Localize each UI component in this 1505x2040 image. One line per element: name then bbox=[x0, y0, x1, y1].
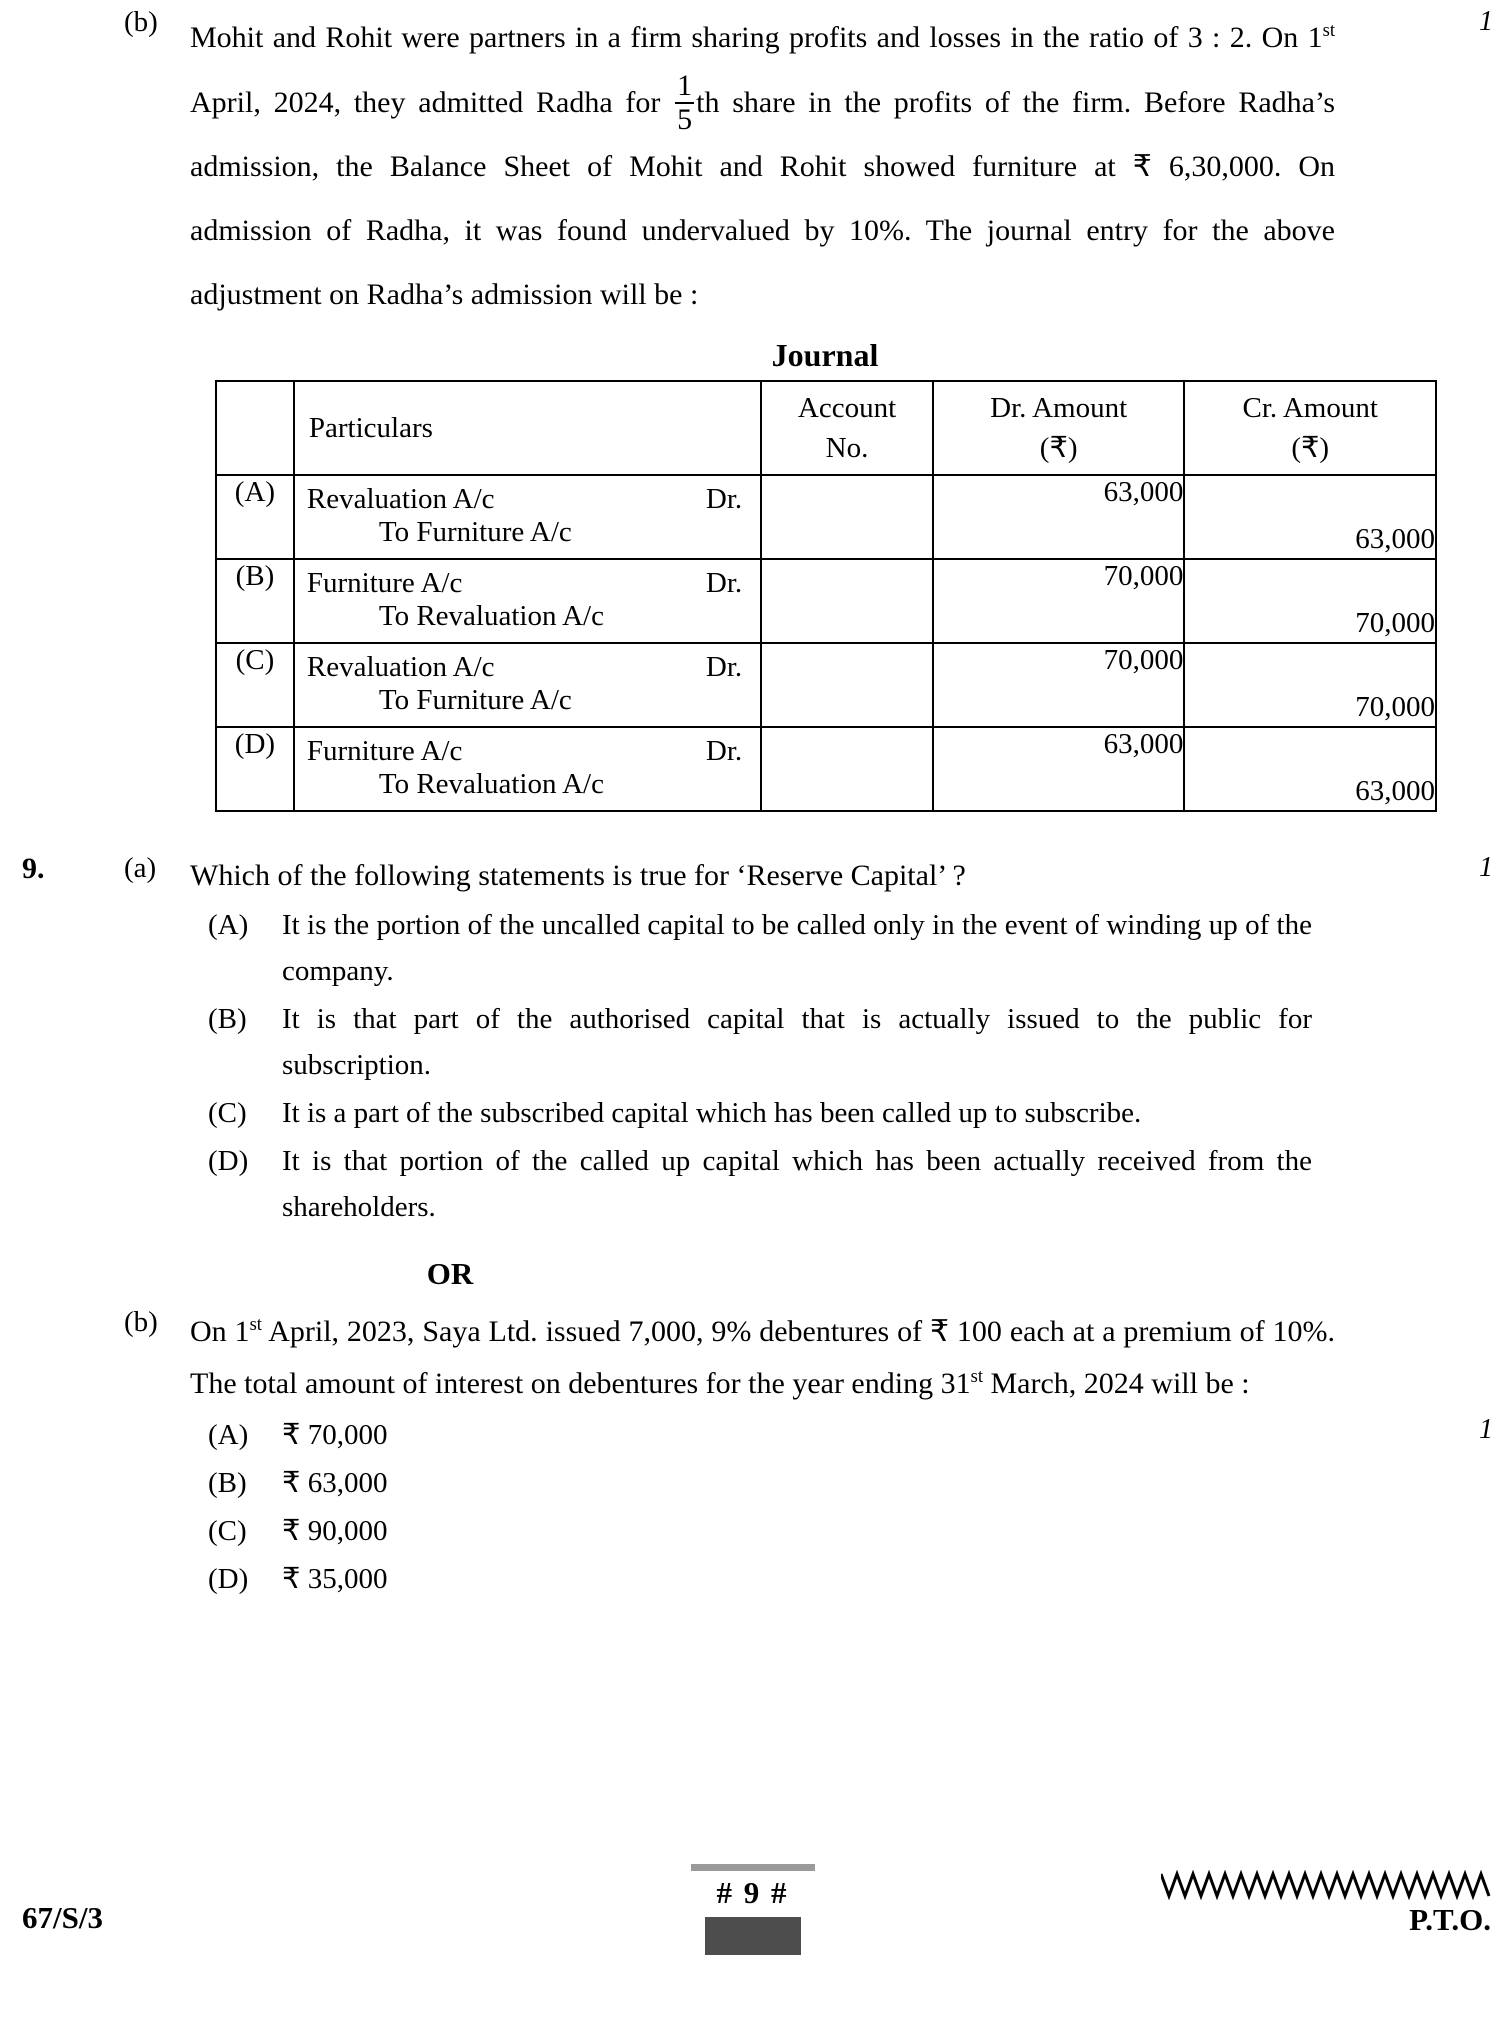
ordinal-suffix-st: st bbox=[1322, 20, 1335, 41]
question-9a-options bbox=[190, 902, 1445, 1230]
option-label: (A) bbox=[208, 1419, 249, 1451]
row-serial: (C) bbox=[216, 643, 294, 727]
row-particulars bbox=[294, 559, 761, 643]
option-text: ₹ 70,000 bbox=[282, 1419, 388, 1451]
table-row bbox=[216, 727, 1436, 811]
row-particulars bbox=[294, 643, 761, 727]
option-item[interactable] bbox=[190, 902, 1445, 994]
credit-account-name: To Furniture A/c bbox=[378, 516, 572, 548]
question-8b-text-part1: Mohit and Rohit were partners in a firm sharing profits and losses in the ratio of 3 : 2. On 1 bbox=[190, 21, 1323, 54]
header-account-no bbox=[761, 381, 933, 475]
question-9b-marks: 1 bbox=[1479, 1414, 1493, 1445]
question-9b-text-part2: April, 2023, Saya Ltd. issued 7,000, 9% debentures of ₹ 100 each at a premium of 10%. The total amount of interest on debentures for the year ending 31 bbox=[190, 1315, 1335, 1400]
header-cr-amount-line1: Cr. Amount bbox=[1242, 392, 1378, 424]
header-dr-amount-line2: (₹) bbox=[1039, 432, 1078, 464]
row-cr-amount: 70,000 bbox=[1184, 559, 1436, 643]
row-account-no bbox=[761, 475, 933, 559]
ordinal-suffix-st-2: st bbox=[970, 1366, 983, 1387]
option-item[interactable] bbox=[190, 1556, 1445, 1602]
question-8b-text-part3: th share in the profits of the firm. Before Radha’s admission, the Balance Sheet of Mohit and Rohit showed furniture at ₹ 6,30,000. On admission of Radha, it was found undervalued by 10%. The journal entry for the above adjustment on Radha’s admission will be : bbox=[190, 86, 1335, 311]
table-row bbox=[216, 475, 1436, 559]
or-divider: OR bbox=[426, 1256, 474, 1291]
question-8b-letter: (b) bbox=[124, 6, 158, 38]
credit-account-name: To Furniture A/c bbox=[378, 684, 572, 716]
dr-label: Dr. bbox=[705, 651, 743, 683]
question-9a-stem: Which of the following statements is true for ‘Reserve Capital’ ? bbox=[190, 859, 966, 892]
question-8b-text bbox=[190, 6, 1335, 327]
footer-paper-code: 67/S/3 bbox=[22, 1900, 103, 1935]
debit-account-name: Furniture A/c bbox=[306, 567, 463, 599]
header-account-no-line2: No. bbox=[825, 432, 869, 464]
question-9b-letter: (b) bbox=[124, 1306, 158, 1338]
row-cr-amount: 63,000 bbox=[1184, 727, 1436, 811]
option-item[interactable] bbox=[190, 996, 1445, 1088]
table-row bbox=[216, 643, 1436, 727]
option-label: (B) bbox=[208, 1467, 247, 1499]
option-text: ₹ 63,000 bbox=[282, 1467, 388, 1499]
credit-account-name: To Revaluation A/c bbox=[378, 600, 604, 632]
dr-label: Dr. bbox=[705, 567, 743, 599]
row-account-no bbox=[761, 559, 933, 643]
question-9b-text-part1: On 1 bbox=[190, 1315, 250, 1348]
dr-label: Dr. bbox=[705, 483, 743, 515]
option-text: It is that portion of the called up capital which has been actually received from the shareholders. bbox=[282, 1145, 1312, 1223]
row-dr-amount: 70,000 bbox=[933, 643, 1185, 727]
footer-pto bbox=[1161, 1870, 1491, 1938]
row-dr-amount: 63,000 bbox=[933, 727, 1185, 811]
header-cr-amount bbox=[1184, 381, 1436, 475]
option-label: (D) bbox=[208, 1563, 249, 1595]
row-account-no bbox=[761, 727, 933, 811]
question-8b-text-part2: April, 2024, they admitted Radha for bbox=[190, 86, 674, 119]
option-item[interactable] bbox=[190, 1508, 1445, 1554]
option-text: ₹ 35,000 bbox=[282, 1563, 388, 1595]
question-9a-marks: 1 bbox=[1479, 852, 1493, 883]
question-9a bbox=[0, 852, 1505, 1230]
row-dr-amount: 63,000 bbox=[933, 475, 1185, 559]
question-9b-stem bbox=[190, 1306, 1335, 1410]
row-dr-amount: 70,000 bbox=[933, 559, 1185, 643]
debit-account-name: Revaluation A/c bbox=[306, 483, 495, 515]
option-item[interactable] bbox=[190, 1138, 1445, 1230]
footer-page-number: # 9 # bbox=[716, 1875, 789, 1910]
header-account-no-line1: Account bbox=[797, 392, 897, 424]
journal-table-title: Journal bbox=[771, 337, 879, 373]
row-cr-amount: 63,000 bbox=[1184, 475, 1436, 559]
header-dr-amount-line1: Dr. Amount bbox=[990, 392, 1128, 424]
credit-account-name: To Revaluation A/c bbox=[378, 768, 604, 800]
zigzag-decoration-icon bbox=[1161, 1870, 1491, 1900]
option-label: (D) bbox=[208, 1145, 249, 1177]
debit-account-name: Revaluation A/c bbox=[306, 651, 495, 683]
header-particulars: Particulars bbox=[294, 381, 761, 475]
row-serial: (B) bbox=[216, 559, 294, 643]
option-text: It is a part of the subscribed capital which has been called up to subscribe. bbox=[282, 1097, 1142, 1129]
question-9a-number: 9. bbox=[22, 852, 45, 885]
question-9b bbox=[0, 1306, 1505, 1602]
table-row bbox=[216, 559, 1436, 643]
question-9a-letter: (a) bbox=[124, 852, 157, 884]
row-serial: (A) bbox=[216, 475, 294, 559]
debit-account-name: Furniture A/c bbox=[306, 735, 463, 767]
option-text: It is the portion of the uncalled capital to be called only in the event of winding up of the company. bbox=[282, 909, 1312, 987]
ordinal-suffix-st-1: st bbox=[249, 1314, 262, 1335]
header-serial bbox=[216, 381, 294, 475]
option-label: (A) bbox=[208, 909, 249, 941]
header-dr-amount bbox=[933, 381, 1185, 475]
option-item[interactable] bbox=[190, 1090, 1445, 1136]
row-cr-amount: 70,000 bbox=[1184, 643, 1436, 727]
page-footer bbox=[0, 1864, 1505, 1984]
row-account-no bbox=[761, 643, 933, 727]
option-label: (C) bbox=[208, 1515, 247, 1547]
row-particulars bbox=[294, 727, 761, 811]
question-9b-options bbox=[190, 1412, 1445, 1602]
header-cr-amount-line2: (₹) bbox=[1291, 432, 1330, 464]
journal-table bbox=[215, 380, 1437, 812]
option-label: (C) bbox=[208, 1097, 247, 1129]
footer-top-bar bbox=[691, 1864, 815, 1871]
fraction-denominator: 5 bbox=[677, 102, 693, 136]
footer-pto-label: P.T.O. bbox=[1409, 1902, 1491, 1937]
row-particulars bbox=[294, 475, 761, 559]
option-text: It is that part of the authorised capital that is actually issued to the public for subscription. bbox=[282, 1003, 1312, 1081]
option-text: ₹ 90,000 bbox=[282, 1515, 388, 1547]
question-8b bbox=[0, 6, 1505, 327]
question-9b-text-part3: March, 2024 will be : bbox=[983, 1367, 1250, 1400]
row-serial: (D) bbox=[216, 727, 294, 811]
journal-table-header-row bbox=[216, 381, 1436, 475]
fraction-one-fifth bbox=[675, 70, 694, 135]
question-8b-marks: 1 bbox=[1479, 6, 1493, 37]
option-item[interactable] bbox=[190, 1412, 1445, 1458]
footer-bottom-bar bbox=[705, 1917, 801, 1955]
fraction-numerator: 1 bbox=[677, 69, 693, 102]
exam-page bbox=[0, 6, 1505, 2040]
dr-label: Dr. bbox=[705, 735, 743, 767]
option-item[interactable] bbox=[190, 1460, 1445, 1506]
option-label: (B) bbox=[208, 1003, 247, 1035]
